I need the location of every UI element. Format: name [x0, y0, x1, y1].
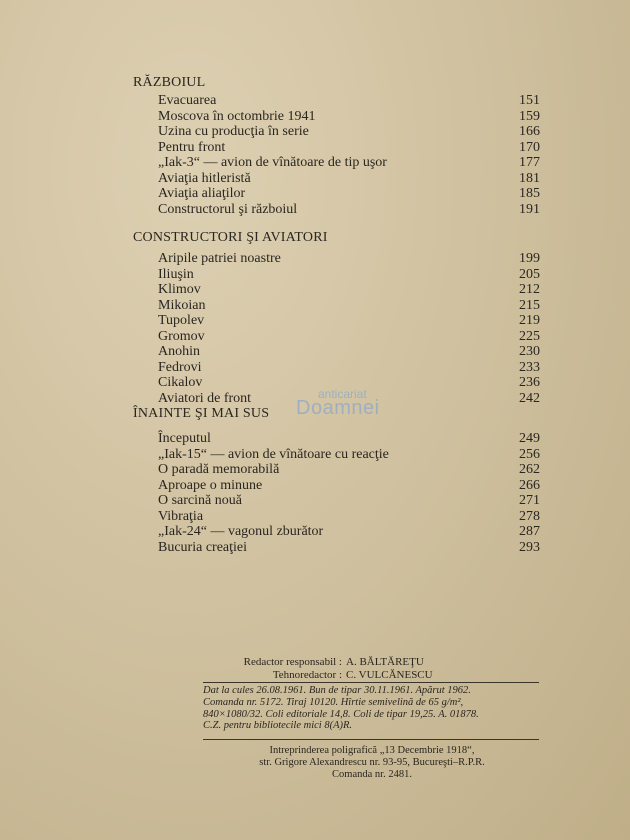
- entry-title: Uzina cu producţia în serie: [158, 124, 309, 139]
- entry-title: Aviatori de front: [158, 390, 252, 406]
- credit-row: [202, 669, 433, 682]
- entry-page: 170: [519, 139, 540, 155]
- entry-page: 199: [519, 251, 540, 266]
- entry-page: 215: [519, 297, 540, 313]
- toc-entry: [158, 93, 540, 109]
- toc-list: [158, 431, 540, 555]
- entry-page: 230: [519, 344, 540, 359]
- tech-label: Tehnoredactor :: [272, 668, 342, 681]
- entry-title: Aripile patriei noastre: [158, 251, 281, 266]
- entry-title: Gromov: [158, 328, 205, 344]
- toc-entry: [158, 202, 540, 218]
- toc-entry: [158, 447, 540, 463]
- entry-title: Aviaţia aliaţilor: [158, 186, 246, 201]
- entry-page: 242: [519, 390, 540, 406]
- entry-title: Evacuarea: [158, 93, 217, 108]
- entry-page: 249: [519, 431, 540, 446]
- toc-entry: [158, 329, 540, 345]
- entry-page: 278: [519, 508, 540, 524]
- imprint-line: C.Z. pentru bibliotecile mici 8(A)R.: [203, 720, 353, 732]
- toc-entry: [158, 540, 540, 556]
- watermark-line2: Doamnei: [296, 397, 380, 419]
- toc-entry: [158, 298, 540, 314]
- entry-title: Tupolev: [158, 313, 205, 328]
- toc-entry: [158, 186, 540, 202]
- entry-page: 236: [519, 375, 540, 390]
- entry-page: 212: [519, 282, 540, 297]
- toc-entry: [158, 155, 540, 171]
- entry-title: „Iak-3“ — avion de vînătoare de tip uşor: [158, 155, 387, 170]
- entry-title: Klimov: [158, 282, 201, 297]
- toc-entry: [158, 140, 540, 156]
- entry-page: 191: [519, 201, 540, 217]
- editor-name: A. BĂLTĂREŢU: [346, 656, 424, 668]
- entry-page: 256: [519, 446, 540, 462]
- toc-entry: [158, 344, 540, 360]
- entry-page: 225: [519, 328, 540, 344]
- toc-list: [158, 93, 540, 217]
- imprint-line: 840×1080/32. Coli editoriale 14,8. Coli de tipar 19,25. A. 01878.: [203, 708, 479, 720]
- entry-page: 266: [519, 477, 540, 493]
- toc-entry: [158, 524, 540, 540]
- entry-page: 151: [519, 93, 540, 108]
- entry-title: „Iak-24“ — vagonul zburător: [158, 524, 324, 539]
- toc-entry: [158, 109, 540, 125]
- watermark-logo: [296, 387, 380, 420]
- toc-entry: [158, 509, 540, 525]
- credits-block: [202, 656, 433, 681]
- entry-title: Aviaţia hitleristă: [158, 170, 251, 186]
- entry-page: 159: [519, 108, 540, 124]
- toc-entry: [158, 462, 540, 478]
- imprint-line: Comanda nr. 5172. Tiraj 10120. Hîrtie semivelină de 65 g/m²,: [203, 696, 464, 708]
- entry-title: Mikoian: [158, 297, 206, 313]
- entry-title: O paradă memorabilă: [158, 462, 280, 477]
- imprint-line: Dat la cules 26.08.1961. Bun de tipar 30.11.1961. Apărut 1962.: [203, 685, 471, 696]
- entry-page: 219: [519, 313, 540, 328]
- toc-entry: [158, 313, 540, 329]
- section-title: CONSTRUCTORI ŞI AVIATORI: [133, 230, 328, 245]
- toc-entry: [158, 493, 540, 509]
- entry-title: Bucuria creaţiei: [158, 539, 248, 555]
- entry-title: Anohin: [158, 344, 200, 359]
- printer-line: Comanda nr. 2481.: [332, 769, 412, 780]
- entry-title: „Iak-15“ — avion de vînătoare cu reacţie: [158, 446, 389, 462]
- printer-line: str. Grigore Alexandrescu nr. 93-95, Bucureşti–R.P.R.: [259, 757, 485, 768]
- section-title: RĂZBOIUL: [133, 75, 206, 90]
- toc-entry: [158, 171, 540, 187]
- printer-block: [207, 745, 537, 781]
- imprint-block: [203, 685, 539, 732]
- entry-page: 205: [519, 266, 540, 282]
- entry-title: Iliuşin: [158, 266, 194, 282]
- entry-page: 185: [519, 186, 540, 201]
- toc-list: [158, 251, 540, 406]
- entry-title: Fedrovi: [158, 359, 202, 375]
- printer-line: Intreprinderea poligrafică „13 Decembrie 1918“,: [269, 745, 475, 756]
- toc-entry: [158, 267, 540, 283]
- entry-title: Cikalov: [158, 375, 203, 390]
- divider: [203, 682, 539, 683]
- entry-title: O sarcină nouă: [158, 493, 242, 508]
- entry-title: Începutul: [158, 431, 211, 446]
- editor-label: Redactor responsabil :: [243, 656, 342, 668]
- entry-page: 287: [519, 524, 540, 539]
- entry-title: Constructorul şi războiul: [158, 201, 298, 217]
- watermark-line1: anticariat: [318, 387, 367, 401]
- entry-title: Vibraţia: [158, 508, 204, 524]
- entry-title: Pentru front: [158, 139, 226, 155]
- toc-entry: [158, 478, 540, 494]
- entry-page: 233: [519, 359, 540, 375]
- tech-name: C. VULCĂNESCU: [346, 668, 433, 681]
- entry-page: 271: [519, 493, 540, 508]
- entry-title: Moscova în octombrie 1941: [158, 108, 316, 124]
- entry-title: Aproape o minune: [158, 477, 263, 493]
- toc-entry: [158, 124, 540, 140]
- divider: [203, 739, 539, 740]
- toc-entry: [158, 431, 540, 447]
- entry-page: 262: [519, 462, 540, 477]
- section-title: ÎNAINTE ŞI MAI SUS: [133, 406, 270, 421]
- entry-page: 293: [519, 539, 540, 555]
- toc-entry: [158, 251, 540, 267]
- entry-page: 166: [519, 124, 540, 139]
- toc-entry: [158, 282, 540, 298]
- credit-row: [202, 656, 433, 669]
- entry-page: 177: [519, 155, 540, 170]
- entry-page: 181: [519, 170, 540, 186]
- toc-entry: [158, 360, 540, 376]
